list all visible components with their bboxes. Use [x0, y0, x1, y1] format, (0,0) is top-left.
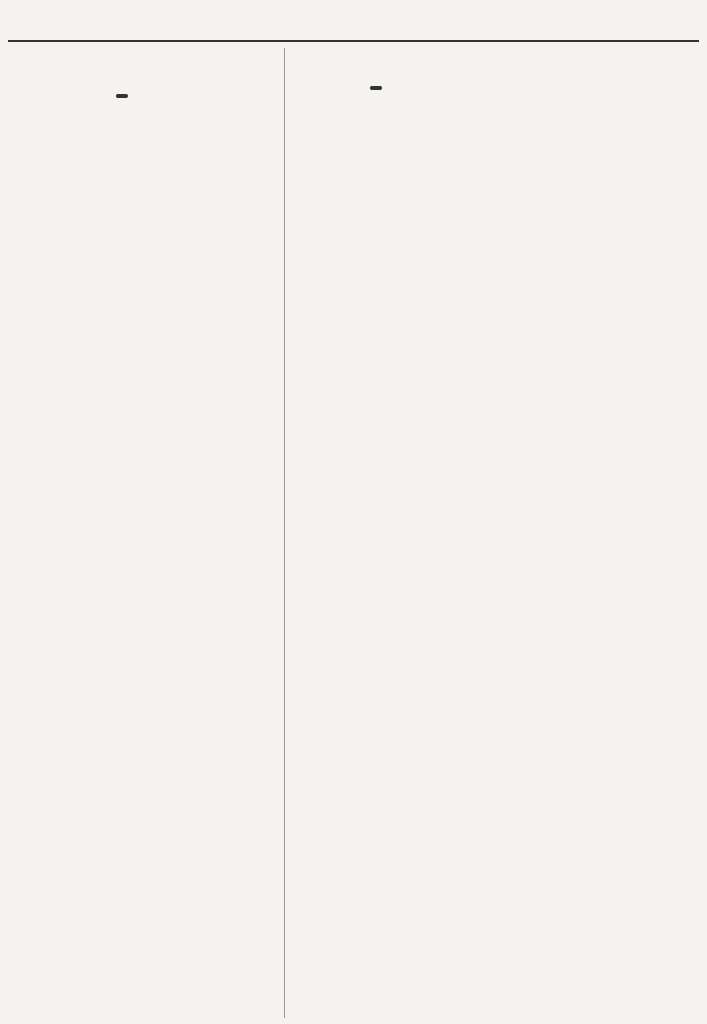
column-divider [284, 48, 285, 1018]
header-rule [8, 40, 699, 42]
left-kicker [116, 94, 128, 98]
left-body-2 [20, 415, 274, 565]
left-body-4 [20, 762, 274, 1000]
series-label [370, 86, 382, 90]
left-lead [150, 110, 270, 190]
left-body-3 [20, 592, 274, 742]
left-body-1 [94, 234, 274, 384]
